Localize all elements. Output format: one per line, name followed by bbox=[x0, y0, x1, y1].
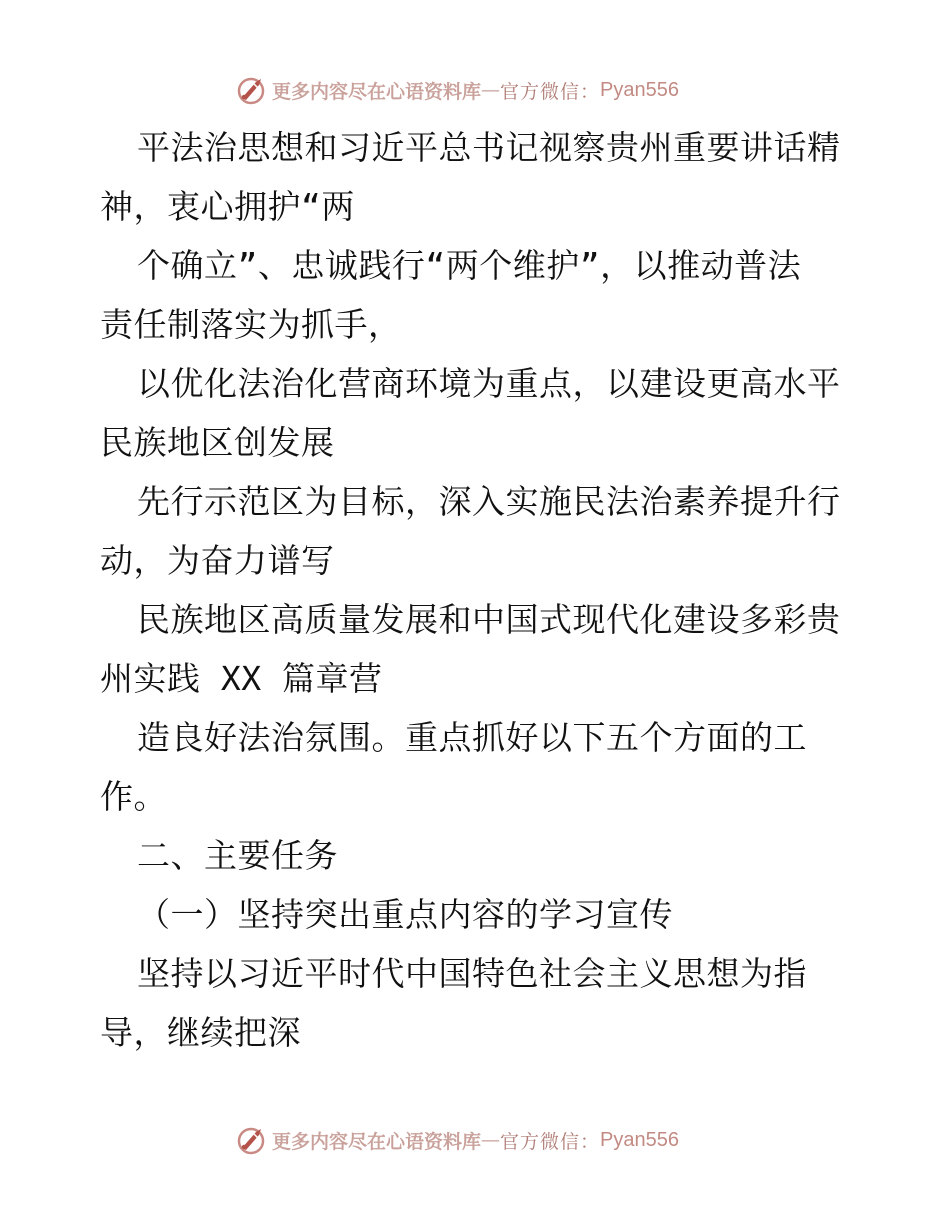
paragraph bbox=[100, 354, 860, 472]
header-banner bbox=[236, 73, 679, 107]
paragraph bbox=[100, 708, 860, 826]
paragraph bbox=[100, 590, 860, 708]
subsection-heading bbox=[100, 885, 860, 944]
paragraph bbox=[100, 118, 860, 236]
paragraph-continuation: 州实践 XX 篇章营 bbox=[100, 659, 383, 698]
banner-main-text: 更多内容尽在心语资料库 bbox=[272, 80, 482, 103]
paragraph bbox=[100, 944, 860, 1062]
banner-dash: — bbox=[481, 79, 501, 101]
paragraph bbox=[100, 472, 860, 590]
section-heading bbox=[100, 826, 860, 885]
paragraph-continuation: 责任制落实为抓手， bbox=[100, 305, 402, 344]
banner-sub-text: 官方微信： bbox=[500, 1130, 601, 1153]
banner-wechat-id: Pyan556 bbox=[600, 1128, 679, 1151]
paragraph bbox=[100, 236, 860, 354]
footer-banner bbox=[236, 1123, 679, 1157]
paragraph-first-line: 民族地区高质量发展和中国式现代化建设多彩贵 bbox=[137, 600, 841, 639]
banner-main-text: 更多内容尽在心语资料库 bbox=[272, 1130, 482, 1153]
paragraph-continuation: 神，衷心拥护“两 bbox=[100, 187, 355, 226]
banner-sub-text: 官方微信： bbox=[500, 80, 601, 103]
pen-nib-logo-icon bbox=[236, 1124, 268, 1156]
paragraph-first-line: 以优化法治化营商环境为重点，以建设更高水平 bbox=[137, 364, 841, 403]
paragraph-first-line: 平法治思想和习近平总书记视察贵州重要讲话精 bbox=[137, 128, 841, 167]
paragraph-first-line: 个确立”、忠诚践行“两个维护”，以推动普法 bbox=[137, 246, 802, 285]
paragraph-continuation: 民族地区创发展 bbox=[100, 423, 335, 462]
document-body bbox=[100, 118, 860, 1062]
section-heading-text: 二、主要任务 bbox=[137, 836, 338, 875]
paragraph-continuation: 动，为奋力谱写 bbox=[100, 541, 335, 580]
paragraph-first-line: 造良好法治氛围。重点抓好以下五个方面的工 bbox=[137, 718, 807, 757]
paragraph-continuation: 导，继续把深 bbox=[100, 1013, 301, 1052]
paragraph-first-line: 先行示范区为目标，深入实施民法治素养提升行 bbox=[137, 482, 841, 521]
banner-wechat-id: Pyan556 bbox=[600, 78, 679, 101]
banner-dash: — bbox=[481, 1129, 501, 1151]
paragraph-continuation: 作。 bbox=[100, 777, 167, 816]
paragraph-first-line: 坚持以习近平时代中国特色社会主义思想为指 bbox=[137, 954, 807, 993]
subsection-heading-text: （一）坚持突出重点内容的学习宣传 bbox=[137, 895, 673, 934]
pen-nib-logo-icon bbox=[236, 74, 268, 106]
